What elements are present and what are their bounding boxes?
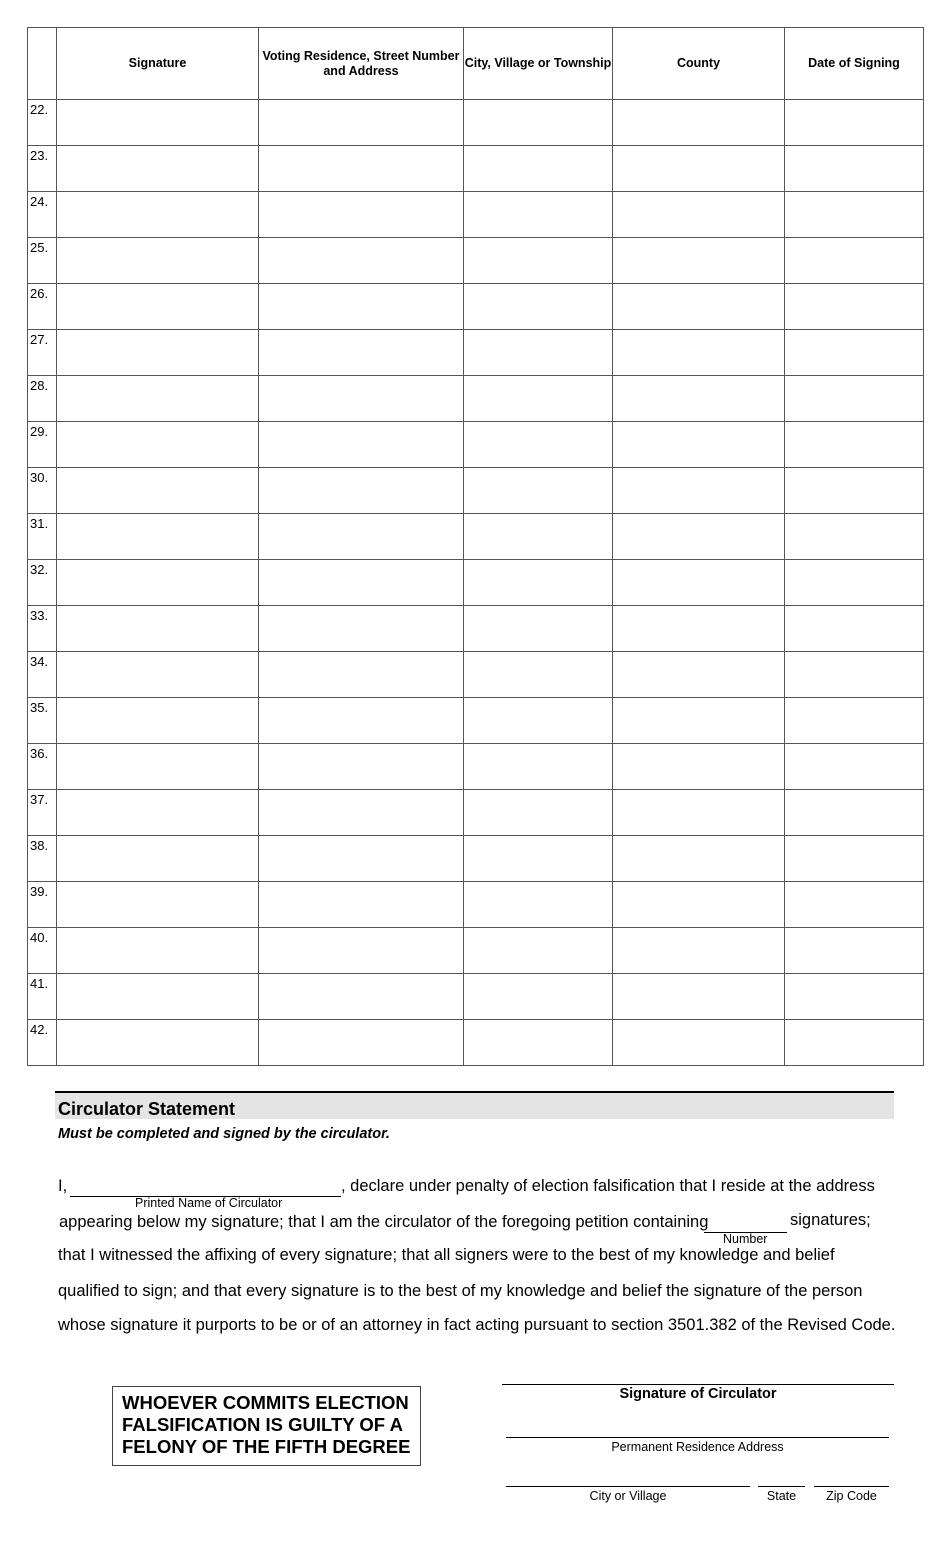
number-caption: Number bbox=[723, 1232, 768, 1246]
table-row bbox=[28, 560, 924, 606]
signature-cell[interactable] bbox=[57, 928, 259, 974]
county-cell[interactable] bbox=[613, 468, 785, 514]
table-header-row bbox=[28, 28, 924, 100]
row-number: 25. bbox=[28, 238, 57, 284]
city-cell[interactable] bbox=[464, 836, 613, 882]
signature-cell[interactable] bbox=[57, 376, 259, 422]
signature-cell[interactable] bbox=[57, 652, 259, 698]
date-cell[interactable] bbox=[785, 422, 924, 468]
statement-line2-prefix: appearing below my signature; that I am the circulator of the foregoing petition containing bbox=[59, 1213, 709, 1231]
statement-line1-suffix: , declare under penalty of election falsification that I reside at the address bbox=[341, 1177, 875, 1195]
warning-line2: FALSIFICATION IS GUILTY OF A bbox=[122, 1414, 403, 1435]
county-cell[interactable] bbox=[613, 836, 785, 882]
date-cell[interactable] bbox=[785, 238, 924, 284]
permanent-address-label: Permanent Residence Address bbox=[611, 1440, 784, 1454]
county-cell[interactable] bbox=[613, 422, 785, 468]
row-number: 36. bbox=[28, 744, 57, 790]
table-row bbox=[28, 100, 924, 146]
county-cell[interactable] bbox=[613, 882, 785, 928]
address-cell[interactable] bbox=[259, 652, 464, 698]
date-cell[interactable] bbox=[785, 330, 924, 376]
county-header: County bbox=[613, 28, 785, 100]
signature-cell[interactable] bbox=[57, 146, 259, 192]
address-cell[interactable] bbox=[259, 514, 464, 560]
row-number: 39. bbox=[28, 882, 57, 928]
address-cell[interactable] bbox=[259, 284, 464, 330]
zip-code-label: Zip Code bbox=[826, 1489, 877, 1503]
county-cell[interactable] bbox=[613, 330, 785, 376]
address-header: Voting Residence, Street Number and Address bbox=[259, 28, 464, 100]
table-row bbox=[28, 928, 924, 974]
city-cell[interactable] bbox=[464, 1020, 613, 1066]
row-number: 40. bbox=[28, 928, 57, 974]
address-cell[interactable] bbox=[259, 1020, 464, 1066]
date-cell[interactable] bbox=[785, 192, 924, 238]
city-cell[interactable] bbox=[464, 376, 613, 422]
circulator-statement-subtitle: Must be completed and signed by the circulator. bbox=[58, 1126, 390, 1142]
city-cell[interactable] bbox=[464, 514, 613, 560]
date-header: Date of Signing bbox=[785, 28, 924, 100]
table-row bbox=[28, 330, 924, 376]
row-number: 32. bbox=[28, 560, 57, 606]
table-row bbox=[28, 238, 924, 284]
county-cell[interactable] bbox=[613, 928, 785, 974]
state-field[interactable] bbox=[758, 1486, 805, 1487]
address-cell[interactable] bbox=[259, 146, 464, 192]
date-cell[interactable] bbox=[785, 836, 924, 882]
address-cell[interactable] bbox=[259, 790, 464, 836]
city-cell[interactable] bbox=[464, 146, 613, 192]
county-cell[interactable] bbox=[613, 560, 785, 606]
date-cell[interactable] bbox=[785, 974, 924, 1020]
address-cell[interactable] bbox=[259, 974, 464, 1020]
date-cell[interactable] bbox=[785, 606, 924, 652]
table-row bbox=[28, 974, 924, 1020]
signature-cell[interactable] bbox=[57, 882, 259, 928]
circulator-statement-title: Circulator Statement bbox=[58, 1099, 236, 1119]
city-cell[interactable] bbox=[464, 698, 613, 744]
date-cell[interactable] bbox=[785, 652, 924, 698]
address-cell[interactable] bbox=[259, 330, 464, 376]
date-cell[interactable] bbox=[785, 284, 924, 330]
city-cell[interactable] bbox=[464, 744, 613, 790]
row-number: 27. bbox=[28, 330, 57, 376]
address-cell[interactable] bbox=[259, 422, 464, 468]
row-number: 38. bbox=[28, 836, 57, 882]
date-cell[interactable] bbox=[785, 468, 924, 514]
signature-cell[interactable] bbox=[57, 514, 259, 560]
county-cell[interactable] bbox=[613, 1020, 785, 1066]
date-cell[interactable] bbox=[785, 100, 924, 146]
city-or-village-label: City or Village bbox=[589, 1489, 667, 1503]
address-cell[interactable] bbox=[259, 744, 464, 790]
row-number: 30. bbox=[28, 468, 57, 514]
felony-warning-box bbox=[112, 1386, 421, 1466]
row-number: 37. bbox=[28, 790, 57, 836]
address-cell[interactable] bbox=[259, 468, 464, 514]
city-cell[interactable] bbox=[464, 790, 613, 836]
signature-cell[interactable] bbox=[57, 330, 259, 376]
county-cell[interactable] bbox=[613, 514, 785, 560]
table-row bbox=[28, 698, 924, 744]
address-cell[interactable] bbox=[259, 882, 464, 928]
signature-cell[interactable] bbox=[57, 1020, 259, 1066]
address-cell[interactable] bbox=[259, 836, 464, 882]
permanent-address-field[interactable] bbox=[506, 1437, 889, 1438]
statement-line4: qualified to sign; and that every signature is to the best of my knowledge and belief the signature of the person bbox=[58, 1282, 863, 1300]
date-cell[interactable] bbox=[785, 790, 924, 836]
county-cell[interactable] bbox=[613, 376, 785, 422]
signature-cell[interactable] bbox=[57, 606, 259, 652]
county-cell[interactable] bbox=[613, 652, 785, 698]
statement-line5: whose signature it purports to be or of an attorney in fact acting pursuant to section 3501.382 of the Revised Code. bbox=[58, 1316, 896, 1334]
county-cell[interactable] bbox=[613, 698, 785, 744]
city-cell[interactable] bbox=[464, 468, 613, 514]
table-row bbox=[28, 882, 924, 928]
address-cell[interactable] bbox=[259, 928, 464, 974]
city-cell[interactable] bbox=[464, 238, 613, 284]
zip-code-field[interactable] bbox=[814, 1486, 889, 1487]
city-cell[interactable] bbox=[464, 422, 613, 468]
signature-of-circulator-label: Signature of Circulator bbox=[619, 1386, 777, 1402]
address-cell[interactable] bbox=[259, 698, 464, 744]
table-row bbox=[28, 514, 924, 560]
city-cell[interactable] bbox=[464, 560, 613, 606]
date-cell[interactable] bbox=[785, 1020, 924, 1066]
city-header: City, Village or Township bbox=[464, 28, 613, 100]
city-cell[interactable] bbox=[464, 606, 613, 652]
city-cell[interactable] bbox=[464, 652, 613, 698]
warning-line1: WHOEVER COMMITS ELECTION bbox=[122, 1392, 409, 1413]
date-cell[interactable] bbox=[785, 928, 924, 974]
signature-cell[interactable] bbox=[57, 560, 259, 606]
printed-name-caption: Printed Name of Circulator bbox=[135, 1196, 283, 1210]
city-cell[interactable] bbox=[464, 284, 613, 330]
county-cell[interactable] bbox=[613, 238, 785, 284]
date-cell[interactable] bbox=[785, 882, 924, 928]
signature-cell[interactable] bbox=[57, 192, 259, 238]
signature-table bbox=[27, 27, 924, 1066]
address-cell[interactable] bbox=[259, 560, 464, 606]
city-or-village-field[interactable] bbox=[506, 1486, 750, 1487]
date-cell[interactable] bbox=[785, 560, 924, 606]
county-cell[interactable] bbox=[613, 284, 785, 330]
address-cell[interactable] bbox=[259, 606, 464, 652]
row-number: 34. bbox=[28, 652, 57, 698]
county-cell[interactable] bbox=[613, 744, 785, 790]
row-number: 24. bbox=[28, 192, 57, 238]
city-cell[interactable] bbox=[464, 882, 613, 928]
table-row bbox=[28, 652, 924, 698]
county-cell[interactable] bbox=[613, 606, 785, 652]
row-number: 29. bbox=[28, 422, 57, 468]
signature-of-circulator-field[interactable] bbox=[502, 1384, 894, 1385]
table-row bbox=[28, 1020, 924, 1066]
row-number: 33. bbox=[28, 606, 57, 652]
table-row bbox=[28, 606, 924, 652]
signature-cell[interactable] bbox=[57, 238, 259, 284]
table-row bbox=[28, 468, 924, 514]
warning-line3: FELONY OF THE FIFTH DEGREE bbox=[122, 1436, 411, 1457]
county-cell[interactable] bbox=[613, 790, 785, 836]
row-number: 28. bbox=[28, 376, 57, 422]
date-cell[interactable] bbox=[785, 744, 924, 790]
table-row bbox=[28, 146, 924, 192]
signature-cell[interactable] bbox=[57, 790, 259, 836]
signature-cell[interactable] bbox=[57, 836, 259, 882]
row-number: 42. bbox=[28, 1020, 57, 1066]
city-cell[interactable] bbox=[464, 974, 613, 1020]
county-cell[interactable] bbox=[613, 974, 785, 1020]
city-cell[interactable] bbox=[464, 192, 613, 238]
address-cell[interactable] bbox=[259, 238, 464, 284]
signature-cell[interactable] bbox=[57, 284, 259, 330]
table-row bbox=[28, 192, 924, 238]
statement-line1-prefix: I, bbox=[58, 1177, 68, 1195]
table-row bbox=[28, 284, 924, 330]
address-cell[interactable] bbox=[259, 192, 464, 238]
signature-cell[interactable] bbox=[57, 974, 259, 1020]
signature-cell[interactable] bbox=[57, 468, 259, 514]
address-cell[interactable] bbox=[259, 100, 464, 146]
signature-cell[interactable] bbox=[57, 698, 259, 744]
signature-cell[interactable] bbox=[57, 744, 259, 790]
city-cell[interactable] bbox=[464, 330, 613, 376]
county-cell[interactable] bbox=[613, 146, 785, 192]
date-cell[interactable] bbox=[785, 698, 924, 744]
date-cell[interactable] bbox=[785, 146, 924, 192]
table-row bbox=[28, 836, 924, 882]
signature-cell[interactable] bbox=[57, 100, 259, 146]
table-row bbox=[28, 790, 924, 836]
circulator-statement-header bbox=[55, 1091, 894, 1119]
state-label: State bbox=[766, 1489, 797, 1503]
city-cell[interactable] bbox=[464, 100, 613, 146]
signature-cell[interactable] bbox=[57, 422, 259, 468]
table-row bbox=[28, 422, 924, 468]
county-cell[interactable] bbox=[613, 192, 785, 238]
row-number: 22. bbox=[28, 100, 57, 146]
statement-line2-suffix: signatures; bbox=[790, 1211, 871, 1229]
city-cell[interactable] bbox=[464, 928, 613, 974]
row-number: 41. bbox=[28, 974, 57, 1020]
table-row bbox=[28, 376, 924, 422]
row-number: 23. bbox=[28, 146, 57, 192]
row-number: 35. bbox=[28, 698, 57, 744]
address-cell[interactable] bbox=[259, 376, 464, 422]
table-row bbox=[28, 744, 924, 790]
date-cell[interactable] bbox=[785, 376, 924, 422]
row-number: 31. bbox=[28, 514, 57, 560]
signature-header: Signature bbox=[57, 28, 259, 100]
county-cell[interactable] bbox=[613, 100, 785, 146]
row-number: 26. bbox=[28, 284, 57, 330]
row-number-header bbox=[28, 28, 57, 100]
statement-line3: that I witnessed the affixing of every signature; that all signers were to the best of my knowledge and belief bbox=[58, 1246, 835, 1264]
date-cell[interactable] bbox=[785, 514, 924, 560]
